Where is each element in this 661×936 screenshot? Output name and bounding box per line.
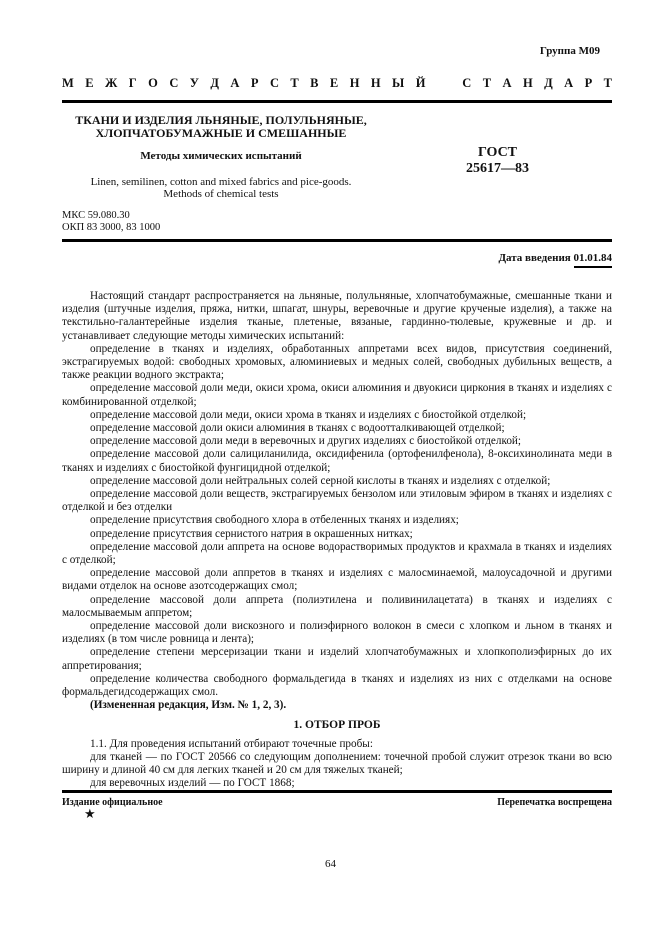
body-paragraph: определение массовой доли меди, окиси хрома, окиси алюминия и двуокиси циркония в тканях и изделиях с комбинированной отделкой; [62, 382, 612, 408]
heading-letter: Т [603, 76, 612, 90]
heading-letter: Д [544, 76, 553, 90]
heading-letter: Р [584, 76, 593, 90]
classification-codes [62, 210, 160, 234]
body-paragraph: определение массовой доли окиси алюминия в тканях с водоотталкивающей отделкой; [90, 422, 505, 435]
standard-type-heading [62, 76, 612, 91]
heading-letter: Д [210, 76, 219, 90]
body-paragraph: Настоящий стандарт распространяется на льняные, полульняные, хлопчатобумажные, смешанные ткани и изделия (штучные изделия, пряжа, нитки, шпагат, шнуры, веревочные и другие крученые изделия), а также на текстильно-галантерейные изделия тканые, плетеные, вязаные, гардинно-тюлевые, кружевные и др. и устанавливает следующие методы химических испытаний: [62, 290, 612, 342]
heading-letter: У [189, 76, 199, 90]
header-divider [62, 239, 612, 242]
heading-letter: О [148, 76, 158, 90]
body-paragraph: определение массовой доли салициланилида, оксидифенила (ортофенилфенола), 8-оксихинолината меди в тканях и изделиях с биостойкой фунгицидной отделкой; [62, 448, 612, 474]
heading-letter: А [564, 76, 574, 90]
footer-divider [62, 790, 612, 793]
amendment-note: (Измененная редакция, Изм. № 1, 2, 3). [90, 699, 287, 712]
body-paragraph: для тканей — по ГОСТ 20566 со следующим дополнением: точечной пробой служит отрезок ткани во всю ширину и длиной 40 см для легких тканей и 20 см для тяжелых тканей; [62, 750, 612, 777]
english-title-line: Linen, semilinen, cotton and mixed fabrics and pice-goods. [90, 176, 352, 188]
document-body [62, 290, 612, 791]
heading-letter: А [502, 76, 512, 90]
okp-code: ОКП 83 3000, 83 1000 [62, 222, 161, 233]
document-subtitle: Методы химических испытаний [140, 150, 302, 162]
english-title-line: Methods of chemical tests [163, 188, 279, 200]
heading-letter: Й [415, 76, 426, 90]
section-heading: 1. ОТБОР ПРОБ [293, 718, 381, 731]
reprint-prohibited: Перепечатка воспрещена [497, 797, 612, 808]
heading-letter: С [269, 76, 279, 90]
star-icon: ★ [84, 806, 96, 821]
top-divider [62, 100, 612, 103]
body-paragraph: определение массовой доли меди в веревочных и других изделиях с биостойкой отделкой; [90, 435, 522, 448]
heading-letter: Р [250, 76, 259, 90]
heading-letter: Н [349, 76, 360, 90]
body-paragraph: определение массовой доли веществ, экстрагируемых бензолом или этиловым эфиром в тканях и изделиях с отделкой и без отделки [62, 488, 612, 514]
body-paragraph: определение присутствия сернистого натрия в окрашенных нитках; [90, 527, 413, 540]
official-edition: Издание официальное [62, 797, 163, 808]
page-number: 64 [325, 858, 336, 870]
gost-designation [440, 145, 555, 177]
gost-number: 25617—83 [466, 161, 529, 176]
heading-letter: М [62, 76, 74, 90]
date-value: 01.01.84 [574, 252, 613, 268]
heading-letter: Н [522, 76, 533, 90]
heading-letter: А [230, 76, 240, 90]
heading-letter: Е [329, 76, 339, 90]
introduction-date [498, 252, 612, 264]
heading-letter: Г [128, 76, 137, 90]
title-line: ТКАНИ И ИЗДЕЛИЯ ЛЬНЯНЫЕ, ПОЛУЛЬНЯНЫЕ, [75, 113, 367, 127]
title-line: ХЛОПЧАТОБУМАЖНЫЕ И СМЕШАННЫЕ [95, 125, 347, 140]
heading-letter: Ы [392, 76, 405, 90]
body-paragraph: определение массовой доли вискозного и полиэфирного волокон в смеси с хлопком и льном в тканях и изделиях (в том числе ровница и лента); [62, 620, 612, 646]
mks-code: МКС 59.080.30 [62, 210, 130, 221]
heading-letter: С [462, 76, 472, 90]
heading-letter: Ж [105, 76, 118, 90]
heading-letter: С [169, 76, 179, 90]
body-paragraph: определение массовой доли аппретов в тканях и изделиях с малосминаемой, малоусадочной и другими видами отделок на основе азотсодержащих смол; [62, 567, 612, 593]
heading-letter: Н [370, 76, 381, 90]
body-paragraph: 1.1. Для проведения испытаний отбирают точечные пробы: [90, 737, 373, 750]
group-code: Группа М09 [539, 45, 600, 57]
gost-label: ГОСТ [477, 145, 518, 160]
document-title [62, 114, 380, 139]
english-title [62, 176, 380, 200]
body-paragraph: определение массовой доли меди, окиси хрома в тканях и изделиях с биостойкой отделкой; [90, 408, 527, 421]
body-paragraph: определение массовой доли нейтральных солей серной кислоты в тканях и изделиях с отделкой; [90, 474, 551, 487]
body-paragraph: для веревочных изделий — по ГОСТ 1868; [90, 777, 295, 790]
heading-letter: Т [482, 76, 492, 90]
heading-letter: Т [290, 76, 299, 90]
body-paragraph: определение массовой доли аппрета на основе водорастворимых продуктов и крахмала в тканях и изделиях с отделкой; [62, 540, 612, 567]
heading-letter: Е [85, 76, 94, 90]
body-paragraph: определение присутствия свободного хлора в отбеленных тканях и изделиях; [90, 514, 459, 527]
heading-letter: В [310, 76, 319, 90]
body-paragraph: определение массовой доли аппрета (полиэтилена и поливинилацетата) в тканях и изделиях с малосмываемым аппретом; [62, 593, 612, 619]
body-paragraph: определение в тканях и изделиях, обработанных аппретами всех видов, присутствия соединений, экстрагируемых водой: свободных хромовых, алюминиевых и медных солей, свободных дубильных веществ, а также реакции водного экстракта; [62, 342, 612, 382]
word-gap [437, 76, 451, 91]
date-label: Дата введения [498, 252, 571, 264]
body-paragraph: определение степени мерсеризации ткани и изделий хлопчатобумажных и хлопкополиэфирных до их аппретирования; [62, 646, 612, 672]
body-paragraph: определение количества свободного формальдегида в тканях и изделиях из них с отделками на основе формальдегидсодержащих смол. [62, 672, 612, 699]
